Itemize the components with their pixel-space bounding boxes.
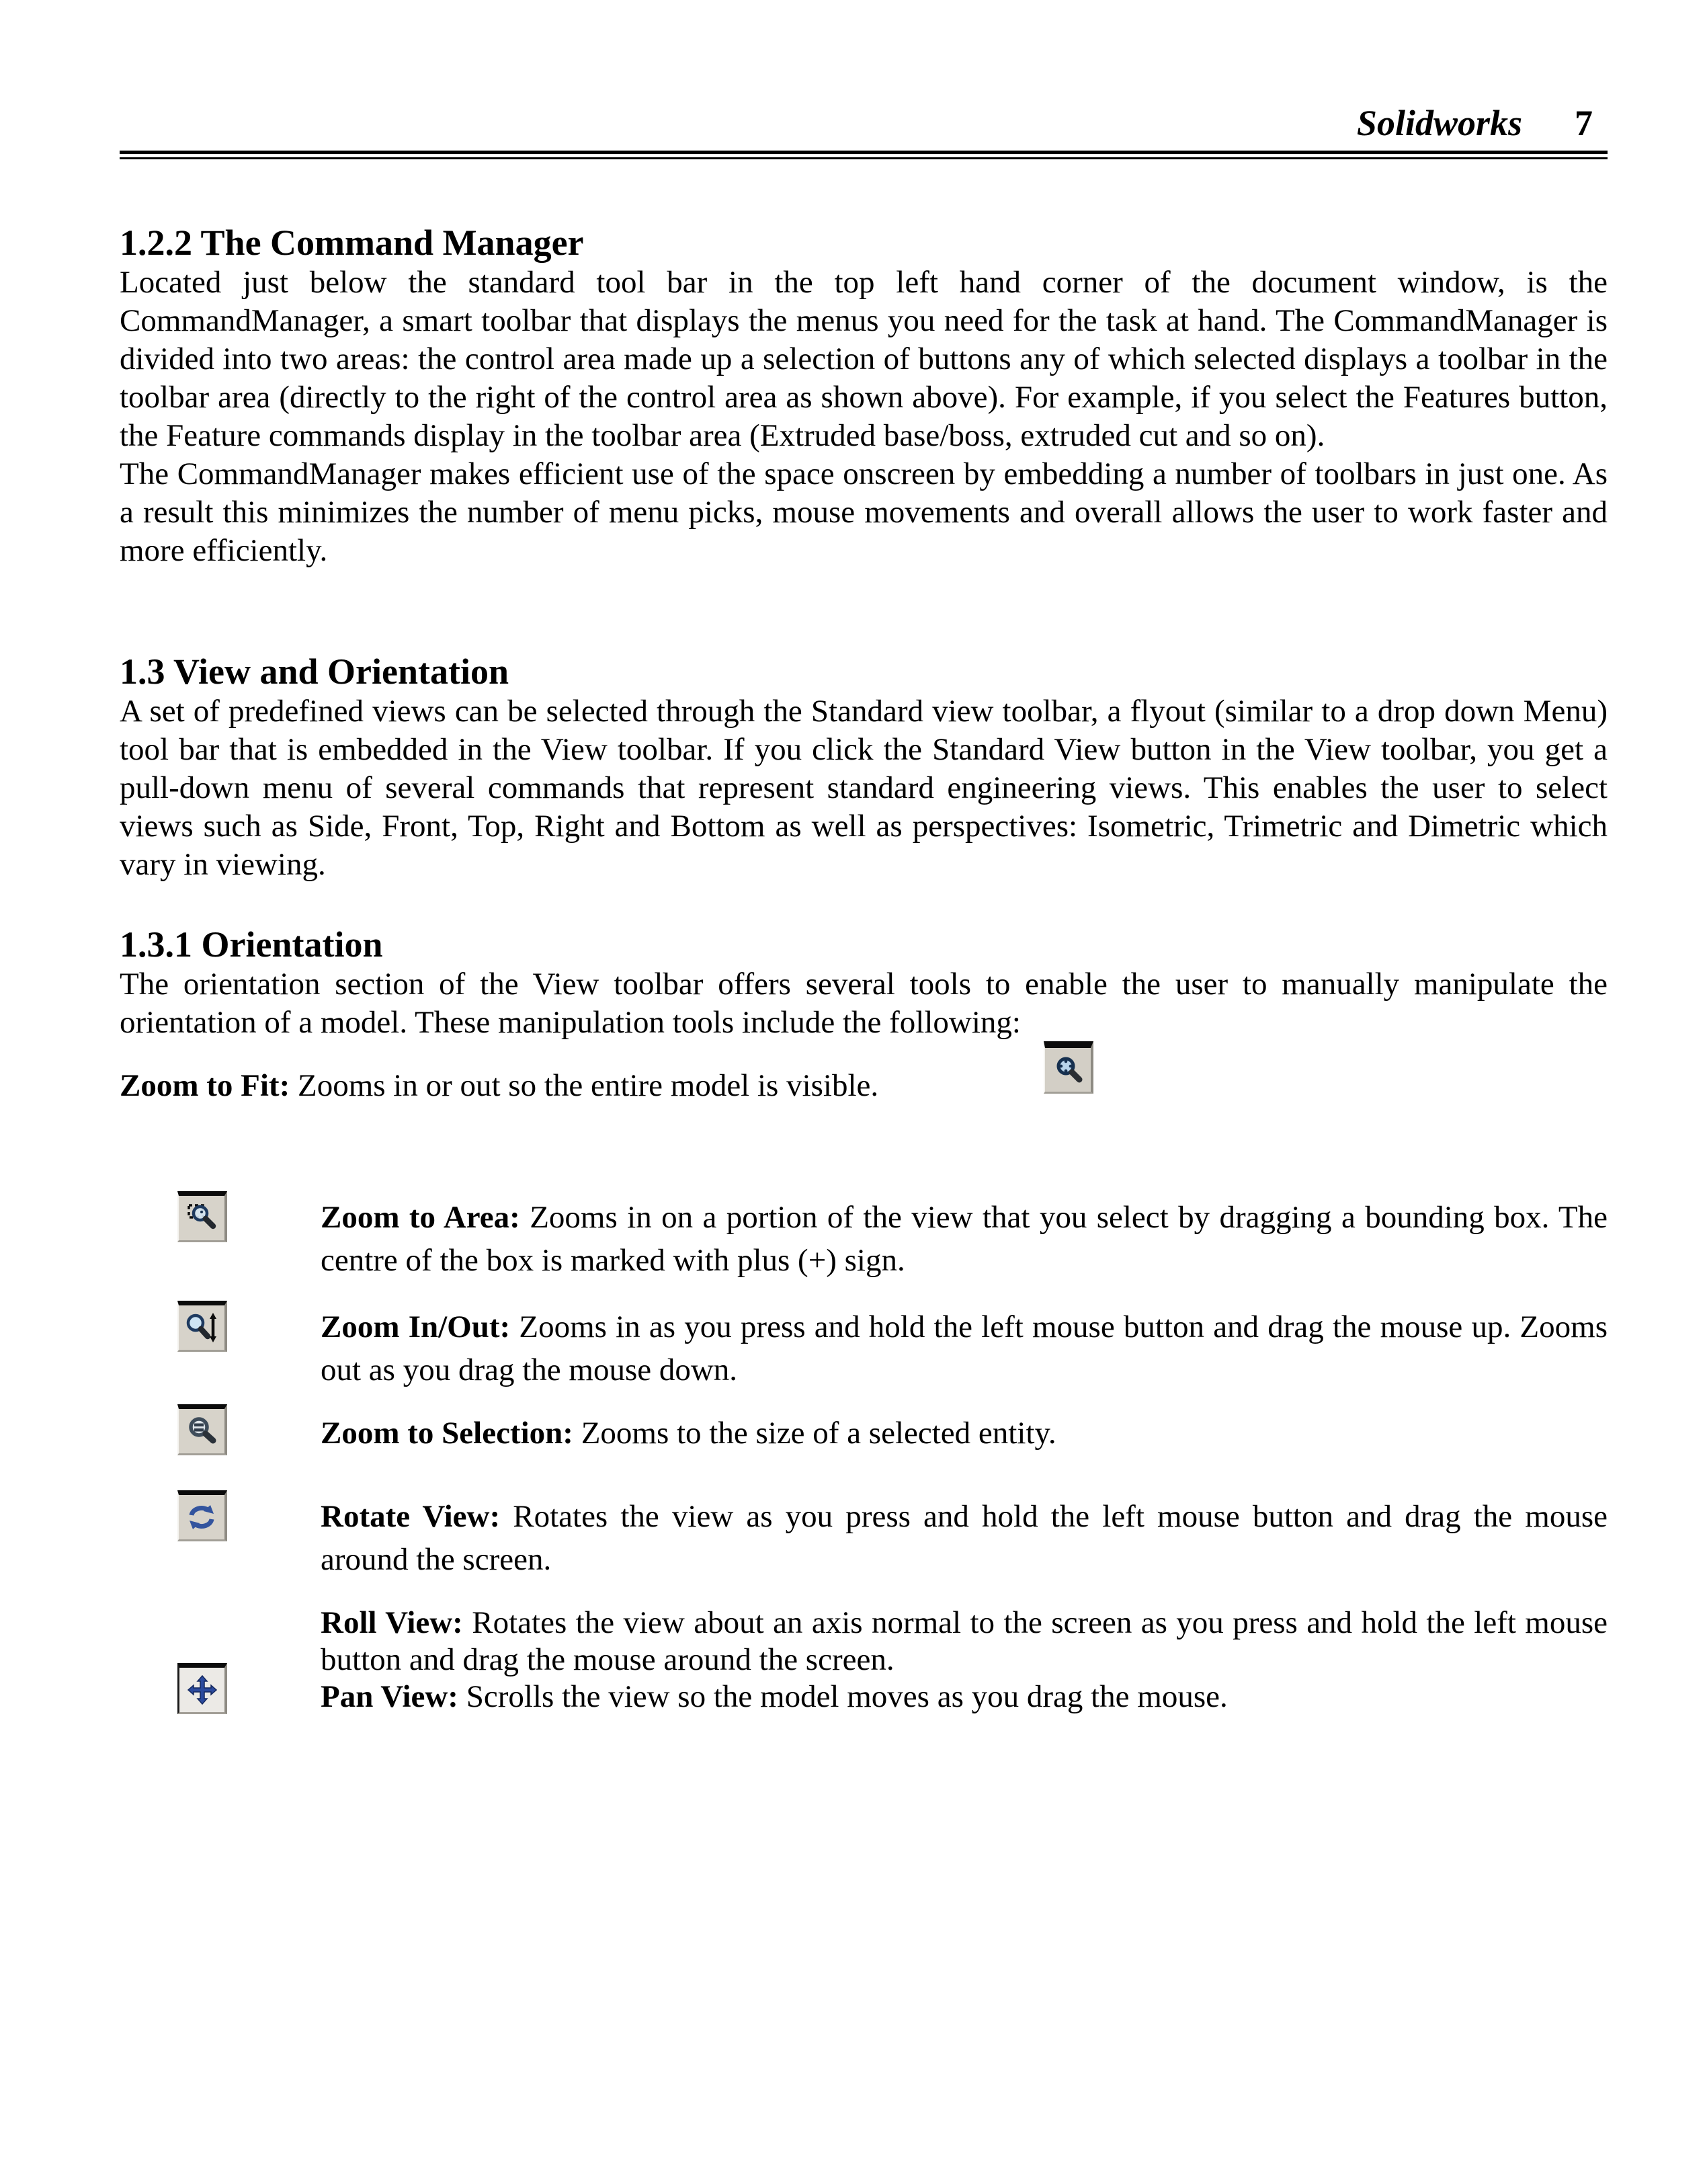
page-number: 7 [1575, 103, 1593, 143]
tool-label: Roll View: [321, 1605, 463, 1640]
tool-description: Zoom In/Out: Zooms in as you press and hold the left mouse button and drag the mouse up. Zooms out as you drag the mouse down. [321, 1309, 1608, 1387]
tool-item-zoom-in-out [120, 1305, 1608, 1391]
tool-item-rotate-view [120, 1495, 1608, 1581]
zoom-to-fit-icon [1044, 1041, 1093, 1094]
rotate-view-icon [177, 1490, 227, 1541]
tool-description-roll-view: Roll View: Rotates the view about an axis normal to the screen as you press and hold the left mouse button and drag the mouse around the screen. [321, 1605, 1608, 1677]
page-content [120, 0, 1608, 1715]
zoom-to-fit-button-image [1044, 1041, 1093, 1094]
zoom-to-area-icon [177, 1191, 227, 1242]
document-title: Solidworks [1356, 103, 1522, 143]
tool-description-pan-view: Pan View: Scrolls the view so the model moves as you drag the mouse. [321, 1679, 1228, 1714]
pan-view-icon [177, 1663, 227, 1714]
orientation-tool-list [120, 1196, 1608, 1715]
zoom-in-out-icon [177, 1301, 227, 1352]
section-heading-1-3: 1.3 View and Orientation [120, 651, 509, 692]
paragraph-view-orientation: A set of predefined views can be selected through the Standard view toolbar, a flyout (similar to a drop down Menu) tool bar that is embedded in the View toolbar. If you click the Standard View button in the View toolbar, you get a pull-down menu of several commands that represent standard engineering views. This enables the user to select views such as Side, Front, Top, Right and Bottom as well as perspectives: Isometric, Trimetric and Dimetric which vary in viewing. [120, 694, 1608, 882]
zoom-to-selection-icon [177, 1404, 227, 1455]
tool-label: Zoom to Area: [321, 1200, 520, 1235]
paragraph-command-manager-2: The CommandManager makes efficient use of the space onscreen by embedding a number of toolbars in just one. As a result this minimizes the number of menu picks, mouse movements and overall allows the user to work faster and more efficiently. [120, 456, 1608, 568]
section-heading-1-2-2: 1.2.2 The Command Manager [120, 223, 584, 263]
paragraph-command-manager-1: Located just below the standard tool bar in the top left hand corner of the document window, is the CommandManager, a smart toolbar that displays the menus you need for the task at hand. The CommandManager is divided into two areas: the control area made up a selection of buttons any of which selected displays a toolbar in the toolbar area (directly to the right of the control area as shown above). For example, if you select the Features button, the Feature commands display in the toolbar area (Extruded base/boss, extruded cut and so on). [120, 265, 1608, 453]
paragraph-orientation: The orientation section of the View toolbar offers several tools to enable the user to manually manipulate the orientation of a model. These manipulation tools include the following: [120, 967, 1608, 1040]
running-header [120, 101, 1608, 145]
zoom-to-fit-text: Zoom to Fit: Zooms in or out so the entire model is visible. [120, 1068, 879, 1103]
tool-item-zoom-to-selection [120, 1414, 1608, 1455]
tool-label: Pan View: [321, 1679, 458, 1714]
tool-description: Rotate View: Rotates the view as you press and hold the left mouse button and drag the mouse around the screen. [321, 1499, 1608, 1577]
tool-item-zoom-to-area [120, 1196, 1608, 1282]
tool-item-roll-and-pan-view [120, 1605, 1608, 1715]
header-divider-rule [120, 151, 1608, 159]
tool-description: Zoom to Selection: Zooms to the size of a selected entity. [321, 1416, 1056, 1451]
zoom-to-fit-label: Zoom to Fit: [120, 1068, 290, 1103]
tool-description: Zoom to Area: Zooms in on a portion of the view that you select by dragging a bounding box. The centre of the box is marked with plus (+) sign. [321, 1200, 1608, 1278]
section-heading-1-3-1: 1.3.1 Orientation [120, 924, 383, 965]
zoom-to-fit-row [120, 1067, 1608, 1105]
tool-label: Zoom In/Out: [321, 1309, 511, 1344]
tool-label: Rotate View: [321, 1499, 501, 1534]
tool-label: Zoom to Selection: [321, 1416, 573, 1451]
